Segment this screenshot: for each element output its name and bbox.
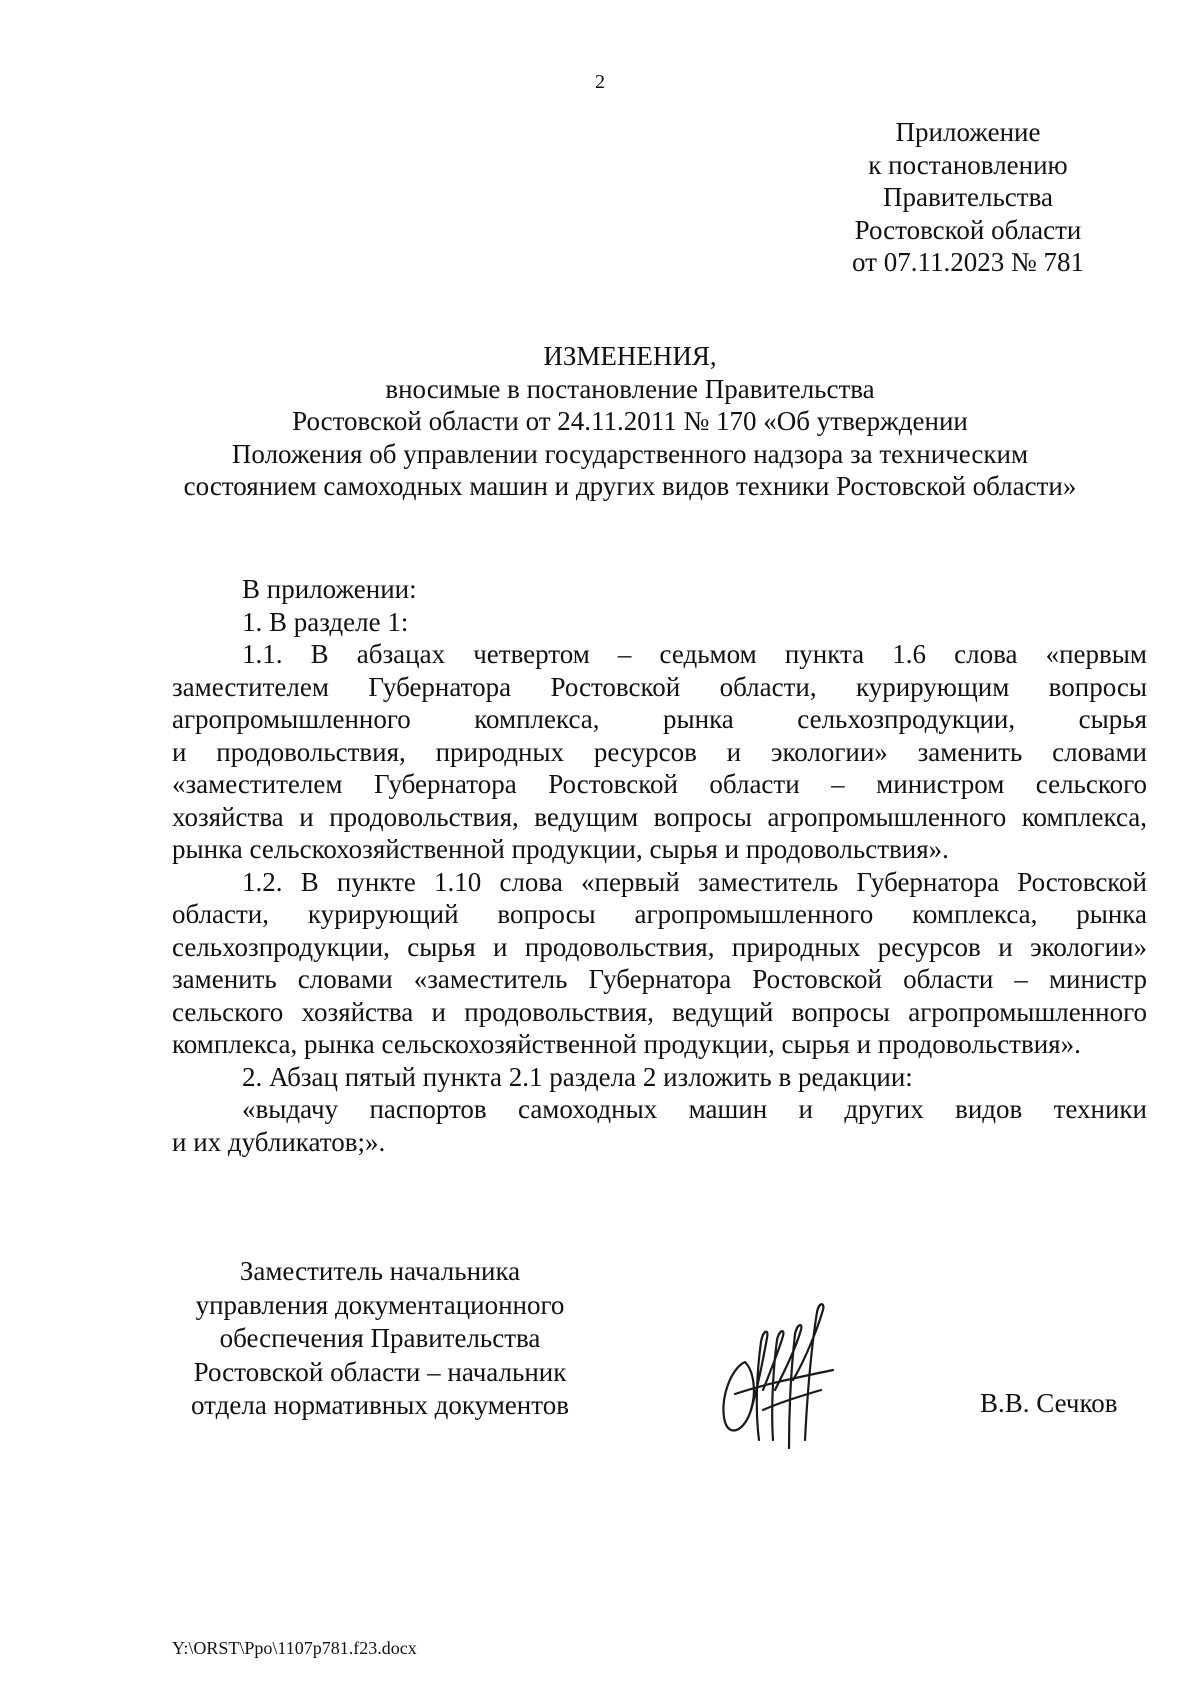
signer-title-line: Ростовской области – начальник	[193, 1356, 567, 1387]
paragraph-line: хозяйства и продовольствия, ведущим вопросы агропромышленного комплекса,	[172, 801, 1147, 832]
handwritten-signature	[705, 1290, 855, 1460]
paragraph-2-quote	[172, 1093, 1147, 1158]
paragraph-line: 1.1. В абзацах четвертом – седьмом пункта 1.6 слова «первым	[242, 639, 1147, 669]
paragraph-line: агропромышленного комплекса, рынка сельхозпродукции, сырья	[172, 704, 1147, 734]
signer-name: В.В. Сечков	[980, 1388, 1118, 1418]
heading-line: Положения об управлении государственного надзора за техническим	[231, 438, 1029, 469]
appendix-line: к постановлению	[868, 149, 1068, 180]
section-1-heading: 1. В разделе 1:	[242, 606, 409, 637]
signer-title-line: отдела нормативных документов	[191, 1390, 569, 1420]
paragraph-2: 2. Абзац пятый пункта 2.1 раздела 2 изложить в редакции:	[242, 1061, 913, 1092]
paragraph-line: области, курирующий вопросы агропромышленного комплекса, рынка	[172, 899, 1147, 929]
document-body	[172, 573, 1147, 1158]
paragraph-line: и их дубликатов;».	[172, 1126, 386, 1157]
heading-line: состоянием самоходных машин и других видов техники Ростовской области»	[183, 471, 1077, 501]
paragraph-line: рынка сельскохозяйственной продукции, сырья и продовольствия».	[172, 834, 949, 864]
document-heading	[140, 340, 1120, 503]
intro-paragraph: В приложении:	[242, 574, 417, 604]
page-number: 2	[595, 71, 605, 93]
paragraph-1-2	[172, 866, 1147, 1061]
file-path: Y:\ORST\Ppo\1107p781.f23.docx	[172, 1638, 417, 1658]
paragraph-line: «выдачу паспортов самоходных машин и других видов техники	[242, 1094, 1147, 1124]
signer-title	[170, 1255, 590, 1423]
signer-title-line: Заместитель начальника	[239, 1256, 521, 1286]
paragraph-line: сельхозпродукции, сырья и продовольствия, природных ресурсов и экологии»	[172, 931, 1147, 962]
appendix-block	[818, 116, 1118, 279]
paragraph-line: комплекса, рынка сельскохозяйственной продукции, сырья и продовольствия».	[172, 1029, 1081, 1059]
paragraph-line: сельского хозяйства и продовольствия, ведущий вопросы агропромышленного	[172, 996, 1147, 1027]
paragraph-line: заместителем Губернатора Ростовской области, курирующим вопросы	[172, 671, 1147, 702]
appendix-line: Приложение	[895, 117, 1041, 147]
appendix-line: Правительства	[883, 182, 1053, 212]
signer-title-line: обеспечения Правительства	[219, 1323, 541, 1353]
heading-line: Ростовской области от 24.11.2011 № 170 «Об утверждении	[292, 406, 968, 436]
signer-title-line: управления документационного	[195, 1289, 565, 1320]
paragraph-line: заменить словами «заместитель Губернатора Ростовской области – министр	[172, 964, 1147, 994]
appendix-line: от 07.11.2023 № 781	[852, 247, 1084, 277]
heading-line: вносимые в постановление Правительства	[385, 373, 875, 404]
paragraph-line: «заместителем Губернатора Ростовской области – министром сельского	[172, 769, 1147, 799]
appendix-line: Ростовской области	[854, 214, 1082, 245]
heading-title: ИЗМЕНЕНИЯ,	[543, 341, 717, 371]
paragraph-line: 1.2. В пункте 1.10 слова «первый заместитель Губернатора Ростовской	[242, 866, 1147, 897]
paragraph-1-1	[172, 638, 1147, 866]
paragraph-line: и продовольствия, природных ресурсов и экологии» заменить словами	[172, 736, 1147, 767]
